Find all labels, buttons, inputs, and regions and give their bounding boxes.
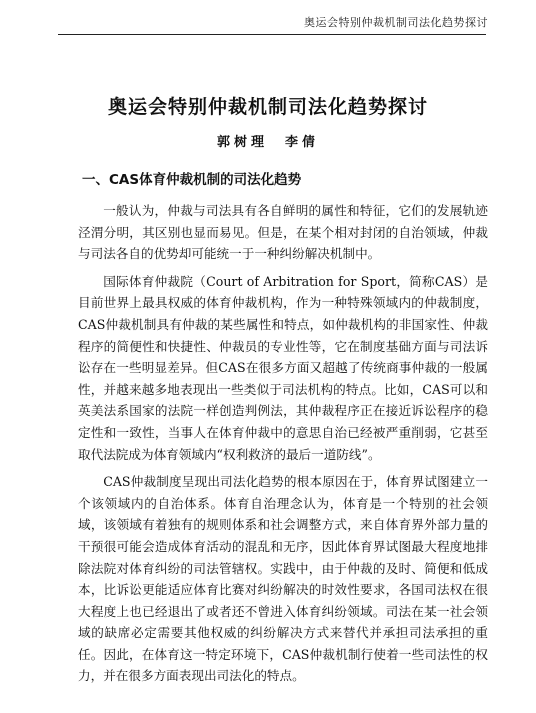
article-body [78,200,488,693]
article-title: 奥运会特别仲裁机制司法化趋势探讨 [107,96,428,118]
article-authors: 郭树理 李倩 [216,135,319,150]
paragraph-2: 国际体育仲裁院（Court of Arbitration for Sport，简称CAS）是目前世界上最具权威的体育仲裁机构，作为一种特殊领域内的仲裁制度，CAS仲裁机制具有仲裁的某些属性和特点，如仲裁机构的非国家性、仲裁程序的简便性和快捷性、仲裁员的专业性等，它在制度基础方面与司法诉讼存在一些明显差异。但CAS在很多方面又超越了传统商事仲裁的一般属性，并越来越多地表现出一些类似于司法机构的特点。比如，CAS可以和英美法系国家的法院一样创造判例法，其仲裁程序正在接近诉讼程序的稳定性和一致性，当事人在体育仲裁中的意思自治已经被严重削弱，它甚至取代法院成为体育领域内“权利救济的最后一道防线”。 [78,273,488,462]
paragraph-1: 一般认为，仲裁与司法具有各自鲜明的属性和特征，它们的发展轨迹泾渭分明，其区别也显而易见。但是，在某个相对封闭的自治领域，仲裁与司法各自的优势却可能统一于一种纠纷解决机制中。 [78,203,488,262]
section-heading: 一、CAS体育仲裁机制的司法化趋势 [82,172,302,188]
paragraph-3: CAS仲裁制度呈现出司法化趋势的根本原因在于，体育界试图建立一个该领域内的自治体系。体育自治理念认为，体育是一个特别的社会领域，该领域有着独有的规则体系和社会调整方式，来自体育界外部力量的干预很可能会造成体育活动的混乱和无序，因此体育界试图最大程度地排除法院对体育纠纷的司法管辖权。实践中，由于仲裁的及时、简便和低成本，比诉讼更能适应体育比赛对纠纷解决的时效性要求，各国司法权在很大程度上也已经退出了或者还不曾进入体育纠纷领域。司法在某一社会领域的缺席必定需要其他权威的纠纷解决方式来替代并承担司法承担的重任。因此，在体育这一特定环境下，CAS仲裁机制行使着一些司法性的权力，并在很多方面表现出司法化的特点。 [78,474,488,684]
running-header: 奥运会特别仲裁机制司法化趋势探讨 [304,16,488,29]
header-rule [58,34,486,35]
